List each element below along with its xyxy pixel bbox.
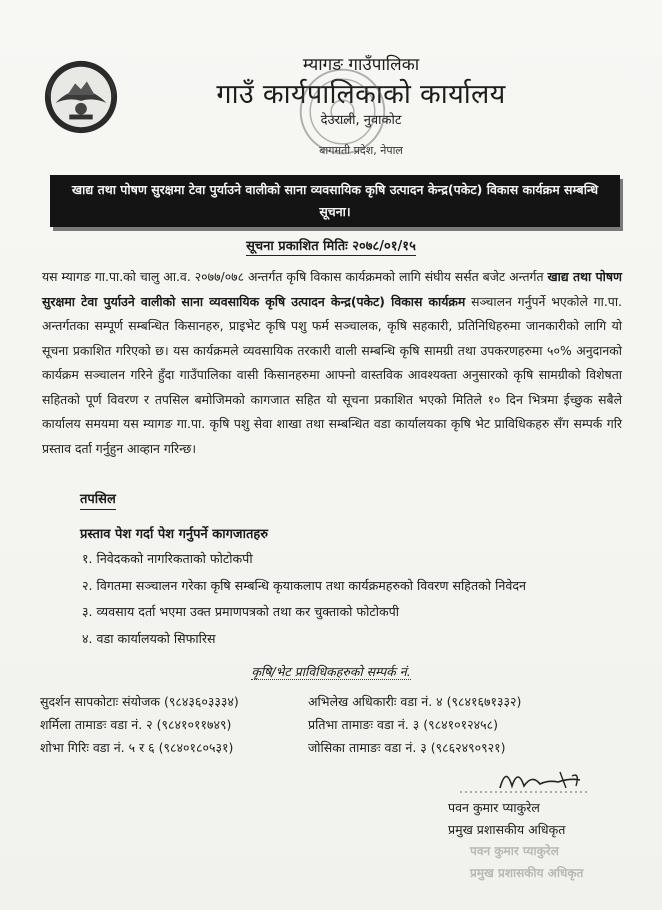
body-part-2: सञ्चालन गर्नुपर्ने भएकोले गा.पा. अन्तर्गतका सम्पूर्ण सम्बन्धित किसानहरु, प्राइभेट कृषि पशु फर्म सञ्चालक, कृषि सहकारी, प्रतिनिधिहरुमा जानकारीको लागि यो सूचना प्रकाशित गरिएको छ। यस कार्यक्रमले व्यवसायिक तरकारी वाली सम्बन्धि कृषि सामग्री तथा उपकरणहरुमा ५०% अनुदानको कार्यक्रम सञ्चालन गरिने हुँदा गाउँपालिका वासी किसानहरुमा आफ्नो वास्तविक आवश्यक्ता अनुसारको कृषि सामग्रीको विशेषता सहितको पूर्ण विवरण र तपसिल बमोजिमको कागजात सहित यो सूचना प्रकाशित भएको मितिले १० दिन भित्रमा ईच्छुक सबैले कार्यालय समयमा यस म्यागङ गा.पा. कृषि पशु सेवा शाखा तथा सम्बन्धित वडा कार्यालयका कृषि भेट प्राविधिकहरु सँग सम्पर्क गरि प्रस्ताव दर्ता गर्नुहुन आव्हान गरिन्छ। — [42, 293, 622, 456]
office-address: देउराली, नुवाकोट — [320, 113, 402, 128]
schedule-heading: तपसिल — [80, 491, 116, 510]
province-name: बागमती प्रदेश, नेपाल — [319, 144, 403, 157]
documents-list — [82, 546, 622, 652]
contact-entry: सुदर्शन सापकोटाः संयोजक (९८४३६०३३३४) — [40, 694, 239, 709]
contacts-heading — [0, 663, 662, 680]
stamp-name: पवन कुमार प्याकुरेल — [470, 844, 559, 858]
contact-entry: शर्मिला तामाङः वडा नं. २ (९८४१०११७४९) — [40, 717, 232, 732]
publish-date-text: सूचना प्रकाशित मितिः २०७८/०१/१५ — [246, 239, 416, 254]
signatory-designation: प्रमुख प्रशासकीय अधिकृत — [448, 822, 566, 837]
contact-entry: अभिलेख अधिकारीः वडा नं. ४ (९८४१६७१३३२) — [308, 694, 522, 709]
table-row — [40, 690, 640, 713]
notice-body — [42, 265, 622, 461]
office-seal-icon — [295, 64, 390, 159]
signatory-name: पवन कुमार प्याकुरेल — [448, 800, 540, 815]
handwritten-signature — [440, 758, 640, 798]
office-name: गाउँ कार्यपालिकाको कार्यालय — [216, 79, 506, 110]
notice-title: खाद्य तथा पोषण सुरक्षमा टेवा पुर्याउने वालीको साना व्यवसायिक कृषि उत्पादन केन्द्र(पकेट) विकास कार्यक्रम सम्बन्धि सूचना। — [50, 175, 620, 227]
contact-entry: शोभा गिरिः वडा नं. ५ र ६ (९८४०१८०५३१) — [40, 740, 234, 755]
contacts-heading-text: कृषि/भेट प्राविधिकहरुको सम्पर्क नं. — [251, 664, 411, 679]
body-part-1: यस म्यागङ गा.पा.को चालु आ.व. २०७७/०७८ अन्तर्गत कृषि विकास कार्यक्रमको लागि संघीय सर्सत बजेट अन्तर्गत — [42, 269, 548, 284]
contacts-table — [40, 690, 640, 759]
table-row — [40, 713, 640, 736]
documents-heading: प्रस्ताव पेश गर्दा पेश गर्नुपर्ने कागजातहरु — [80, 527, 269, 542]
name-stamp — [470, 840, 583, 884]
publish-date — [0, 236, 662, 254]
table-row — [40, 736, 640, 759]
signatory-block — [448, 797, 565, 841]
contact-entry: प्रतिभा तामाङः वडा नं. ३ (९८४१०१२४५८) — [308, 717, 498, 732]
municipality-name: म्यागङ गाउँपालिका — [302, 55, 420, 75]
program-name: खाद्य तथा पोषण सुरक्षमा टेवा पुर्याउने वालीको साना व्यवसायिक कृषि उत्पादन केन्द्र(पकेट) विकास कार्यक्रम — [42, 269, 622, 309]
stamp-designation: प्रमुख प्रशासकीय अधिकृत — [470, 866, 584, 880]
list-item: २. विगतमा सञ्चालन गरेका कृषि सम्बन्धि कृयाकलाप तथा कार्यक्रमहरुको विवरण सहितको निवेदन — [82, 577, 526, 593]
list-item: ४. वडा कार्यालयको सिफारिस — [82, 630, 216, 646]
list-item: १. निवेदकको नागरिकताको फोटोकपी — [82, 551, 253, 566]
contact-entry: जोसिका तामाङः वडा नं. ३ (९८६२४९०९२१) — [308, 740, 506, 755]
list-item: ३. व्यवसाय दर्ता भएमा उक्त प्रमाणपत्रको तथा कर चुक्ताको फोटोकपी — [82, 604, 400, 619]
